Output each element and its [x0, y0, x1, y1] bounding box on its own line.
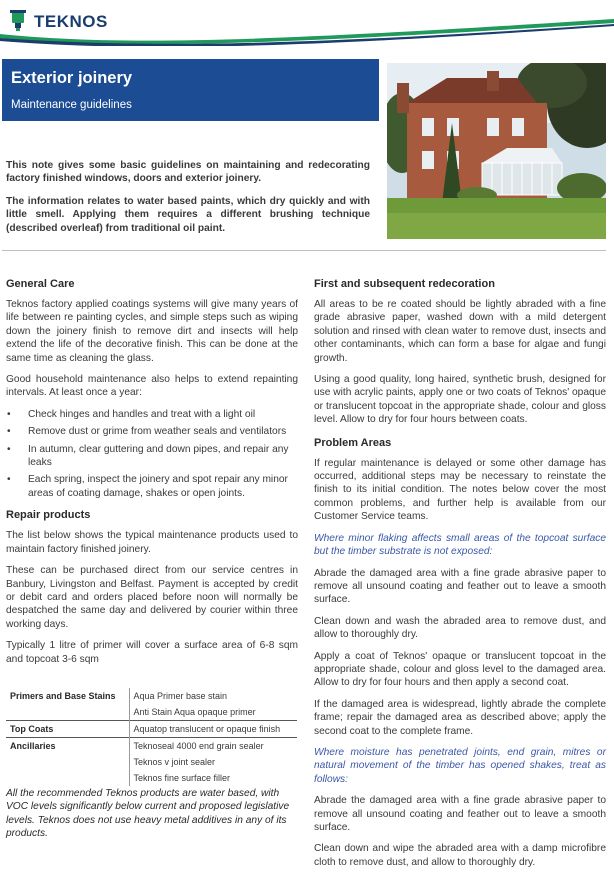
product-name: Teknos v joint sealer	[129, 754, 297, 770]
product-name: Teknoseal 4000 end grain sealer	[129, 738, 297, 755]
repair-products-heading: Repair products	[6, 509, 91, 522]
problem-case-heading: Where minor flaking affects small areas of the topcoat surface but the timber substrate is not exposed:	[314, 532, 606, 558]
problem-areas-paragraph: Clean down and wipe the abraded area with a damp microfibre cloth to remove dust, and allow to thoroughly dry.	[314, 843, 606, 868]
category-label: Ancillaries	[6, 738, 129, 755]
problem-case-heading: Where moisture has penetrated joints, end grain, mitres or natural movement of the timber has opened shakes, treat as follows:	[314, 746, 606, 785]
right-column	[314, 277, 606, 876]
left-column	[6, 277, 298, 674]
product-name: Aqua Primer base stain	[129, 688, 297, 704]
redecoration-heading: First and subsequent redecoration	[314, 278, 495, 290]
intro-paragraph: This note gives some basic guidelines on maintaining and redecorating factory finished windows, doors and exterior joinery.	[6, 160, 370, 185]
repair-products-paragraph: The list below shows the typical maintenance products used to maintain factory finished joinery.	[6, 530, 298, 555]
product-name: Anti Stain Aqua opaque primer	[129, 704, 297, 721]
products-table	[6, 688, 297, 786]
voc-footnote: All the recommended Teknos products are water based, with VOC levels significantly below current and proposed legislative levels. Teknos does not use heavy metal additives in any of its products.	[6, 788, 290, 840]
problem-areas-paragraph: Abrade the damaged area with a fine grade abrasive paper to remove all unsound coating and feather out to leave a smooth surface.	[314, 795, 606, 833]
section-divider	[2, 250, 606, 251]
table-row	[6, 721, 297, 738]
header-swoosh	[0, 16, 614, 46]
problem-areas-heading: Problem Areas	[314, 436, 392, 449]
category-label: Top Coats	[6, 721, 129, 738]
redecoration-paragraph: All areas to be re coated should be lightly abraded with a fine grade abrasive paper, washed down with a mild detergent solution and rinsed with clean water to remove dust, insects and other contaminants, which can form a base for algae and fungi growth.	[314, 299, 606, 364]
product-name: Teknos fine surface filler	[129, 770, 297, 786]
general-care-paragraph: Teknos factory applied coatings systems will give many years of life between re painting cycles, and simple steps such as wiping down the joinery finish to remove dirt and insects will help extend the life of the decorative finish. This can be done at the same time as cleaning the glass.	[6, 299, 298, 364]
page-subtitle: Maintenance guidelines	[11, 99, 132, 111]
page-title: Exterior joinery	[11, 69, 133, 87]
problem-areas-paragraph: If the damaged area is widespread, lightly abrade the complete frame; repair the damaged area as described above; apply the second coat to the complete frame.	[314, 698, 606, 737]
house-photo	[387, 63, 606, 239]
redecoration-paragraph: Using a good quality, long haired, synthetic brush, designed for use with acrylic paints, apply one or two coats of Teknos' opaque or translucent topcoat in the appropriate shade, colour and gloss level. Allow to dry for four hours between coats.	[314, 374, 606, 426]
intro	[6, 159, 370, 235]
coverage-paragraph: Typically 1 litre of primer will cover a surface area of 6-8 sqm and topcoat 3-6 sqm	[6, 640, 298, 665]
title-band	[2, 59, 379, 121]
problem-areas-paragraph: Abrade the damaged area with a fine grade abrasive paper to remove all unsound coating and feather out to leave a smooth surface.	[314, 567, 606, 606]
brand-name: TEKNOS	[34, 11, 108, 31]
intro-paragraph: The information relates to water based paints, which dry quickly and with little smell. Applying them requires a different brushing technique (described overleaf) from traditional oil paint.	[6, 195, 370, 234]
product-name: Aquatop translucent or opaque finish	[129, 721, 297, 738]
table-row	[6, 688, 297, 704]
repair-products-paragraph: These can be purchased direct from our service centres in Banbury, Livingston and Belfast. Payment is accepted by credit or debit card and orders placed before noon will normally be despatched the same day and delivered by courier within three working days.	[6, 565, 298, 630]
general-care-heading: General Care	[6, 278, 75, 290]
list-item: • In autumn, clear guttering and down pipes, and repair any leaks	[6, 443, 298, 470]
problem-areas-paragraph: If regular maintenance is delayed or some other damage has occurred, additional steps may be necessary to reinstate the finish to its initial condition. The notes below cover the most common problems, and further help is available from our Customer Service teams.	[314, 457, 606, 523]
problem-areas-paragraph: Clean down and wash the abraded area to remove dust, and allow to thoroughly dry.	[314, 615, 606, 641]
list-item: • Each spring, inspect the joinery and spot repair any minor areas of coating damage, shakes or open joints.	[6, 473, 298, 500]
maintenance-checklist	[6, 408, 298, 500]
table-row	[6, 754, 297, 770]
general-care-paragraph: Good household maintenance also helps to extend repainting intervals. At least once a year:	[6, 374, 298, 399]
table-row	[6, 770, 297, 786]
table-row	[6, 704, 297, 721]
category-label: Primers and Base Stains	[10, 691, 116, 701]
table-row	[6, 738, 297, 755]
list-item: • Remove dust or grime from weather seals and ventilators	[6, 425, 298, 438]
list-item: • Check hinges and handles and treat with a light oil	[6, 408, 298, 421]
problem-areas-paragraph: Apply a coat of Teknos' opaque or translucent topcoat in the appropriate shade, colour and gloss level to the damaged area. Allow to dry for four hours and then apply a second coat.	[314, 650, 606, 689]
